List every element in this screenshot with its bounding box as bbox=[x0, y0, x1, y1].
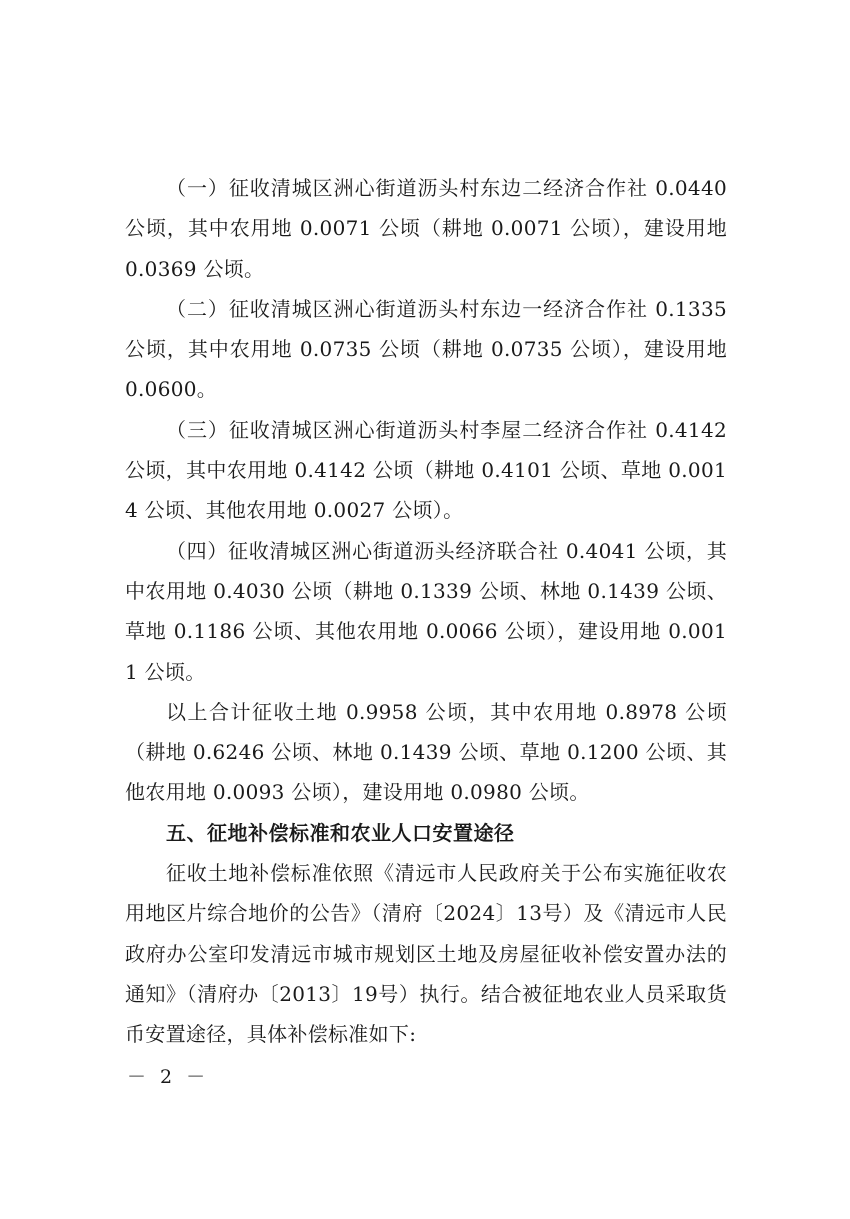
page-number: － 2 － bbox=[127, 1066, 210, 1088]
land-item-4-paragraph: （四）征收清城区洲心街道沥头经济联合社 0.4041 公顷，其中农用地 0.4030 公顷（耕地 0.1339 公顷、林地 0.1439 公顷、草地 0.1186 公顷、其他农用地 0.0066 公顷），建设用地 0.0011 公顷。 bbox=[125, 538, 727, 684]
land-item-2-paragraph: （二）征收清城区洲心街道沥头村东边一经济合作社 0.1335 公顷，其中农用地 0.0735 公顷（耕地 0.0735 公顷），建设用地 0.0600。 bbox=[125, 296, 727, 402]
total-summary-paragraph: 以上合计征收土地 0.9958 公顷，其中农用地 0.8978 公顷（耕地 0.6246 公顷、林地 0.1439 公顷、草地 0.1200 公顷、其他农用地 0.0093 公顷），建设用地 0.0980 公顷。 bbox=[125, 699, 727, 805]
land-item-1-paragraph: （一）征收清城区洲心街道沥头村东边二经济合作社 0.0440 公顷，其中农用地 0.0071 公顷（耕地 0.0071 公顷），建设用地 0.0369 公顷。 bbox=[125, 176, 727, 281]
document-body bbox=[125, 168, 727, 1055]
section-heading: 五、征地补偿标准和农业人口安置途径 bbox=[166, 820, 515, 845]
section-body-paragraph: 征收土地补偿标准依照《清远市人民政府关于公布实施征收农用地区片综合地价的公告》（清府〔2024〕13号）及《清远市人民政府办公室印发清远市城市规划区土地及房屋征收补偿安置办法的通知》（清府办〔2013〕19号）执行。结合被征地农业人员采取货币安置途径，具体补偿标准如下: bbox=[125, 861, 727, 1047]
land-item-3-paragraph: （三）征收清城区洲心街道沥头村李屋二经济合作社 0.4142 公顷，其中农用地 0.4142 公顷（耕地 0.4101 公顷、草地 0.0014 公顷、其他农用地 0.0027 公顷）。 bbox=[125, 417, 727, 523]
